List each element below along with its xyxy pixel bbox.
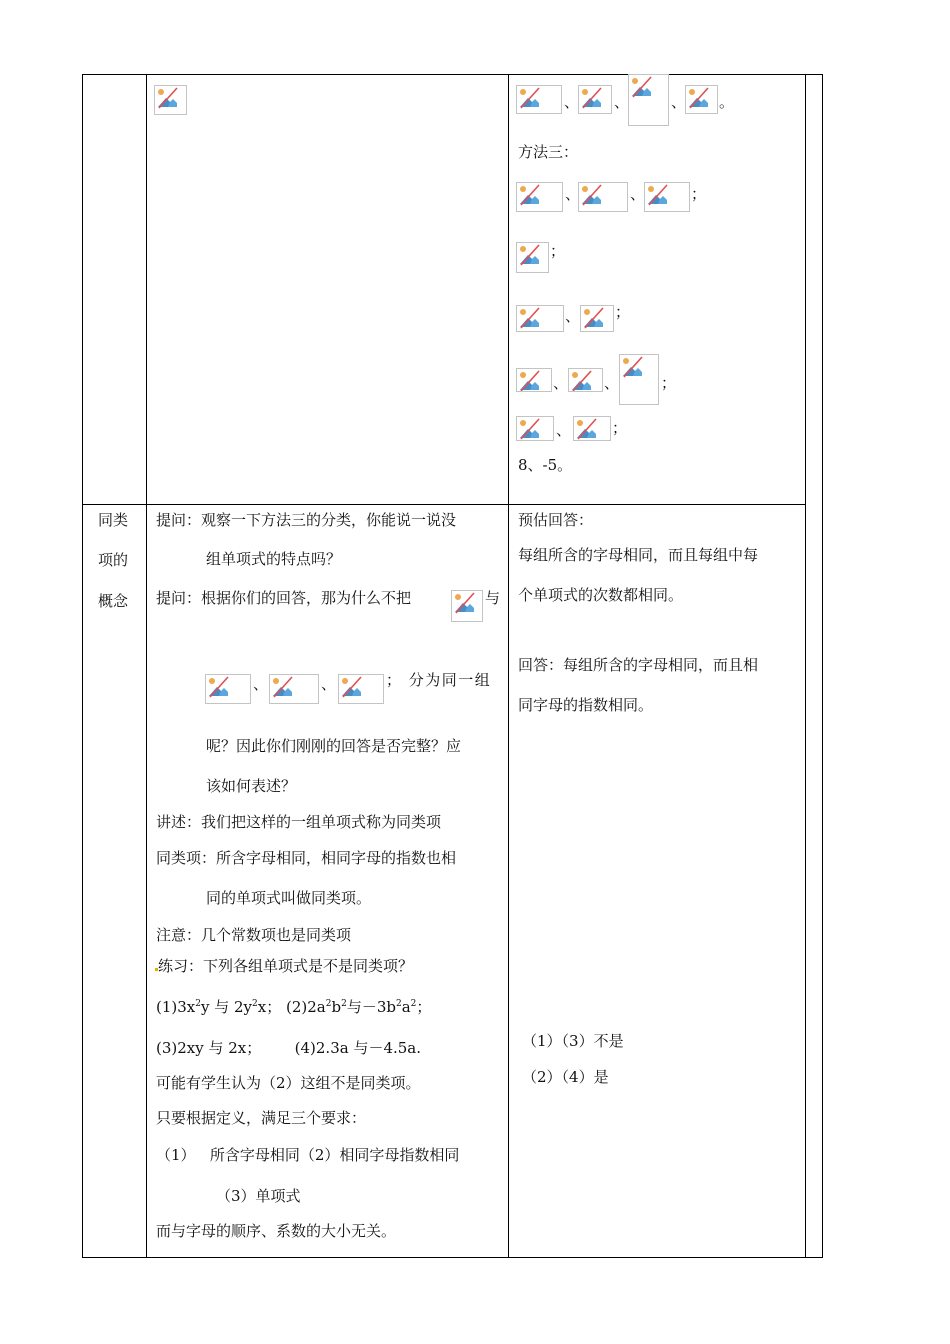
broken-image-icon bbox=[516, 416, 554, 441]
broken-image-icon bbox=[568, 368, 603, 392]
separator: 、 bbox=[564, 93, 580, 111]
broken-image-glyph bbox=[518, 307, 540, 329]
section-label-line1: 同类 bbox=[98, 511, 129, 529]
question-2-line-b: ； 分为同一组 bbox=[386, 671, 492, 689]
question-1-line-a: 提问：观察一下方法三的分类，你能说一说没 bbox=[156, 511, 457, 529]
requirement-1-2: （1） 所含字母相同（2）相同字母指数相同 bbox=[156, 1146, 460, 1164]
broken-image-icon bbox=[578, 182, 628, 212]
separator: 、 bbox=[321, 675, 337, 693]
semicolon: ； bbox=[612, 419, 628, 437]
answer-2-line-b: 同字母的指数相同。 bbox=[518, 696, 654, 714]
broken-image-icon bbox=[516, 368, 552, 392]
definition-line-b: 同的单项式叫做同类项。 bbox=[206, 889, 372, 907]
result-not-similar: （1）（3）不是 bbox=[522, 1032, 624, 1050]
broken-image-glyph bbox=[156, 87, 178, 109]
broken-image-icon bbox=[516, 182, 563, 212]
note-text: 注意：几个常数项也是同类项 bbox=[156, 926, 352, 944]
question-1-line-b: 组单项式的特点吗？ bbox=[206, 550, 342, 568]
table-border-left bbox=[82, 74, 83, 1258]
separator: 、 bbox=[253, 675, 269, 693]
definition-line-a: 同类项：所含字母相同，相同字母的指数也相 bbox=[156, 849, 457, 867]
broken-image-icon bbox=[644, 182, 690, 212]
requirements-intro: 只要根据定义，满足三个要求： bbox=[156, 1109, 367, 1127]
broken-image-glyph bbox=[453, 592, 475, 614]
broken-image-glyph bbox=[580, 87, 602, 109]
result-similar: （2）（4）是 bbox=[522, 1068, 609, 1086]
broken-image-glyph bbox=[575, 418, 597, 440]
broken-image-glyph bbox=[582, 307, 604, 329]
broken-image-icon bbox=[451, 590, 483, 622]
broken-image-icon bbox=[516, 305, 564, 332]
broken-image-glyph bbox=[271, 676, 293, 698]
separator: 、 bbox=[556, 421, 572, 439]
broken-image-glyph bbox=[207, 676, 229, 698]
broken-image-icon bbox=[580, 305, 614, 332]
lecture-text: 讲述：我们把这样的一组单项式称为同类项 bbox=[156, 813, 442, 831]
semicolon: ； bbox=[615, 303, 631, 321]
separator: 、 bbox=[671, 93, 687, 111]
broken-image-glyph bbox=[518, 418, 540, 440]
period: 。 bbox=[719, 93, 735, 111]
order-text: 而与字母的顺序、系数的大小无关。 bbox=[156, 1222, 397, 1240]
broken-image-glyph bbox=[580, 184, 602, 206]
broken-image-icon bbox=[628, 74, 669, 126]
exercise-text: 练习：下列各组单项式是不是同类项？ bbox=[158, 957, 414, 975]
broken-image-glyph bbox=[687, 87, 709, 109]
section-label-line3: 概念 bbox=[98, 592, 129, 610]
separator: 、 bbox=[614, 93, 630, 111]
separator: 、 bbox=[565, 307, 581, 325]
broken-image-icon bbox=[578, 85, 612, 114]
broken-image-icon bbox=[338, 674, 384, 704]
answer-2-line-a: 回答：每组所含的字母相同，而且相 bbox=[518, 656, 759, 674]
broken-image-icon bbox=[685, 85, 718, 114]
broken-image-icon bbox=[516, 242, 549, 273]
broken-image-icon bbox=[154, 85, 187, 115]
method-3-label: 方法三： bbox=[518, 143, 579, 161]
table-border-bottom bbox=[82, 1257, 823, 1258]
answer-1-line-a: 每组所含的字母相同，而且每组中每 bbox=[518, 546, 759, 564]
table-col-divider-2 bbox=[508, 74, 509, 1258]
broken-image-icon bbox=[205, 674, 251, 704]
section-label-line2: 项的 bbox=[98, 551, 129, 569]
question-2-connector: 与 bbox=[485, 589, 501, 607]
broken-image-glyph bbox=[340, 676, 362, 698]
semicolon: ； bbox=[661, 374, 677, 392]
broken-image-icon bbox=[269, 674, 319, 704]
separator: 、 bbox=[630, 185, 646, 203]
requirement-3: （3）单项式 bbox=[216, 1187, 301, 1205]
broken-image-icon bbox=[573, 416, 611, 441]
table-border-right bbox=[822, 74, 823, 1258]
separator: 、 bbox=[604, 374, 620, 392]
separator: 、 bbox=[565, 185, 581, 203]
answer-values: 8、-5。 bbox=[518, 456, 573, 474]
broken-image-icon bbox=[516, 85, 562, 114]
maybe-text: 可能有学生认为（2）这组不是同类项。 bbox=[156, 1074, 421, 1092]
broken-image-glyph bbox=[518, 87, 540, 109]
answer-1-line-b: 个单项式的次数都相同。 bbox=[518, 586, 684, 604]
exercise-items-2: (3)2xy 与 2x； (4)2.3a 与－4.5a. bbox=[156, 1039, 422, 1057]
broken-image-glyph bbox=[621, 356, 643, 378]
semicolon: ； bbox=[550, 242, 566, 260]
broken-image-glyph bbox=[570, 370, 592, 392]
broken-image-glyph bbox=[630, 76, 652, 98]
exercise-items-1: $(1)3x^2y$ 与 $2y^2x$； $(2)2a^2b^2$与$-3b^2a^2$； bbox=[156, 998, 432, 1016]
table-col-divider-1 bbox=[146, 74, 147, 1258]
broken-image-glyph bbox=[646, 184, 668, 206]
question-2-line-d: 该如何表述？ bbox=[206, 777, 297, 795]
table-border-top bbox=[82, 74, 823, 75]
table-col-divider-3 bbox=[805, 74, 806, 1258]
table-row-divider bbox=[82, 504, 805, 505]
broken-image-glyph bbox=[518, 184, 540, 206]
question-2-line-a: 提问：根据你们的回答，那为什么不把 bbox=[156, 589, 412, 607]
broken-image-glyph bbox=[518, 370, 540, 392]
separator: 、 bbox=[553, 374, 569, 392]
estimated-answer-label: 预估回答： bbox=[518, 511, 594, 529]
semicolon: ； bbox=[691, 185, 707, 203]
broken-image-icon bbox=[619, 354, 659, 405]
question-2-line-c: 呢？因此你们刚刚的回答是否完整？应 bbox=[206, 737, 462, 755]
broken-image-glyph bbox=[518, 244, 540, 266]
